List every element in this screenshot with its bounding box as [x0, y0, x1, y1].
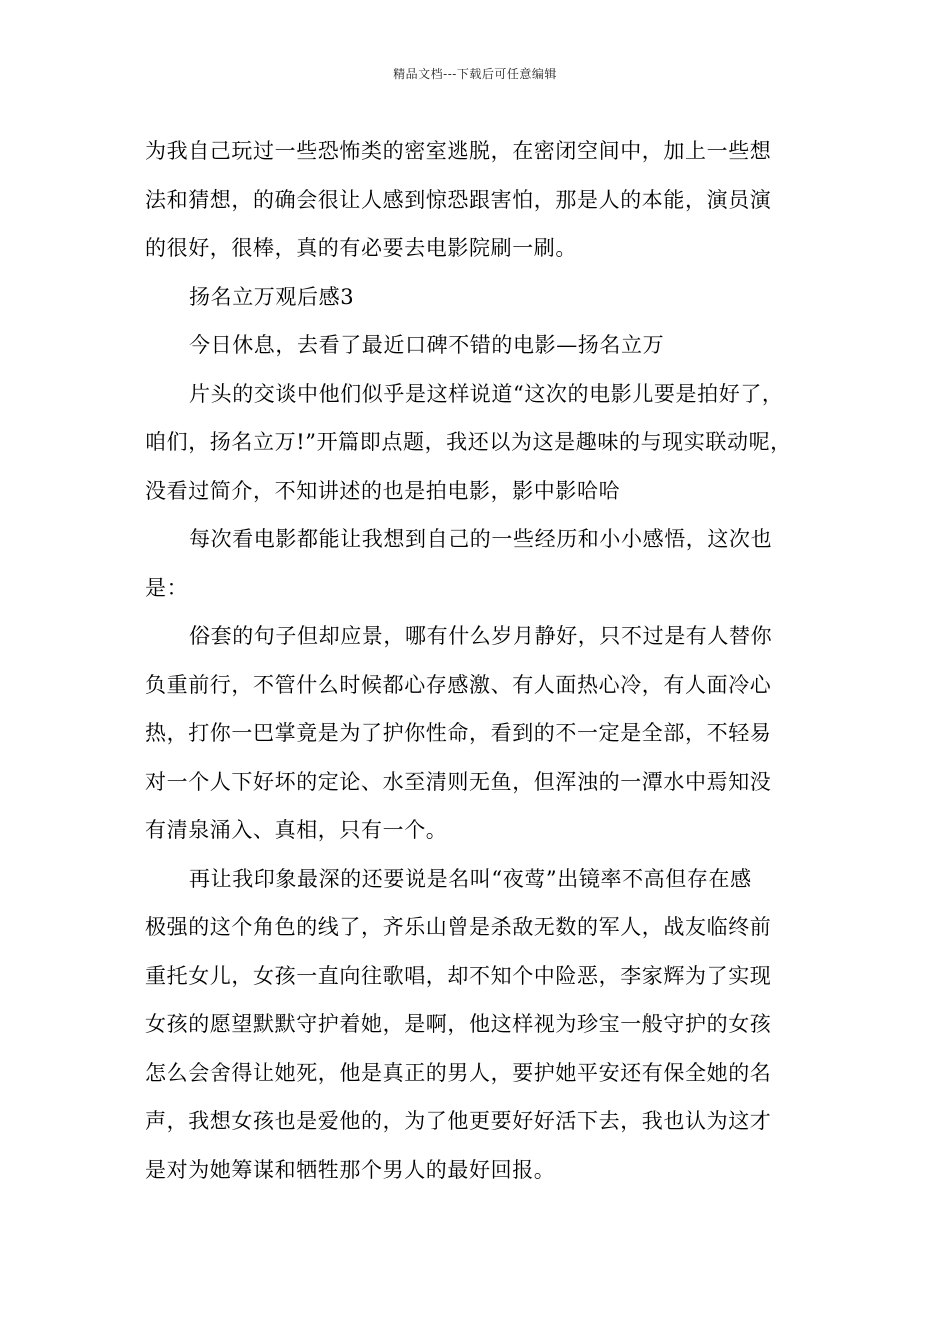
text-line: 再让我印象最深的还要说是名叫“夜莺”出镜率不高但存在感	[189, 866, 752, 891]
text-line: 怎么会舍得让她死，他是真正的男人，要护她平安还有保全她的名	[145, 1060, 772, 1085]
text-line: 是对为她筹谋和牺牲那个男人的最好回报。	[145, 1157, 556, 1182]
paragraph	[145, 321, 810, 370]
text-line: 重托女儿，女孩一直向往歌唱，却不知个中险恶，李家辉为了实现	[145, 963, 772, 988]
paragraph	[145, 127, 810, 273]
text-line: 极强的这个角色的线了，齐乐山曾是杀敌无数的军人，战友临终前	[145, 915, 772, 939]
text-line: 声，我想女孩也是爱他的，为了他更要好好活下去，我也认为这才	[145, 1109, 772, 1133]
text-line: 扬名立万观后感3	[189, 284, 355, 309]
text-line: 片头的交谈中他们似乎是这样说道“这次的电影儿要是拍好了，	[189, 381, 784, 406]
paragraph	[145, 370, 810, 516]
paragraph	[145, 612, 810, 855]
text-line: 的很好，很棒，真的有必要去电影院刷一刷。	[145, 236, 577, 260]
text-line: 没看过简介，不知讲述的也是拍电影，影中影哈哈	[145, 478, 621, 503]
text-line: 每次看电影都能让我想到自己的一些经历和小小感悟，这次也	[189, 527, 773, 551]
text-line: 今日休息，去看了最近口碑不错的电影—扬名立万	[189, 333, 665, 357]
text-line: 热，打你一巴掌竟是为了护你性命，看到的不一定是全部，不轻易	[145, 721, 772, 745]
document-body	[145, 127, 810, 1194]
text-line: 对一个人下好坏的定论、水至清则无鱼，但浑浊的一潭水中焉知没	[145, 769, 772, 794]
paragraph	[145, 855, 810, 1195]
text-line: 俗套的句子但却应景，哪有什么岁月静好，只不过是有人替你	[189, 624, 773, 648]
paragraph	[145, 515, 810, 612]
text-line: 是：	[145, 575, 189, 600]
text-line: 负重前行，不管什么时候都心存感激、有人面热心冷，有人面冷心	[145, 672, 772, 697]
paragraph	[145, 273, 810, 322]
page-header: 精品文档---下载后可任意编辑	[393, 67, 557, 81]
text-line: 女孩的愿望默默守护着她，是啊，他这样视为珍宝一般守护的女孩	[145, 1012, 772, 1036]
text-line: 有清泉涌入、真相，只有一个。	[145, 818, 448, 842]
text-line: 法和猜想，的确会很让人感到惊恐跟害怕，那是人的本能，演员演	[145, 187, 772, 212]
text-line: 咱们，扬名立万!”开篇即点题，我还以为这是趣味的与现实联动呢，	[145, 430, 792, 454]
text-line: 为我自己玩过一些恐怖类的密室逃脱，在密闭空间中，加上一些想	[145, 139, 772, 163]
